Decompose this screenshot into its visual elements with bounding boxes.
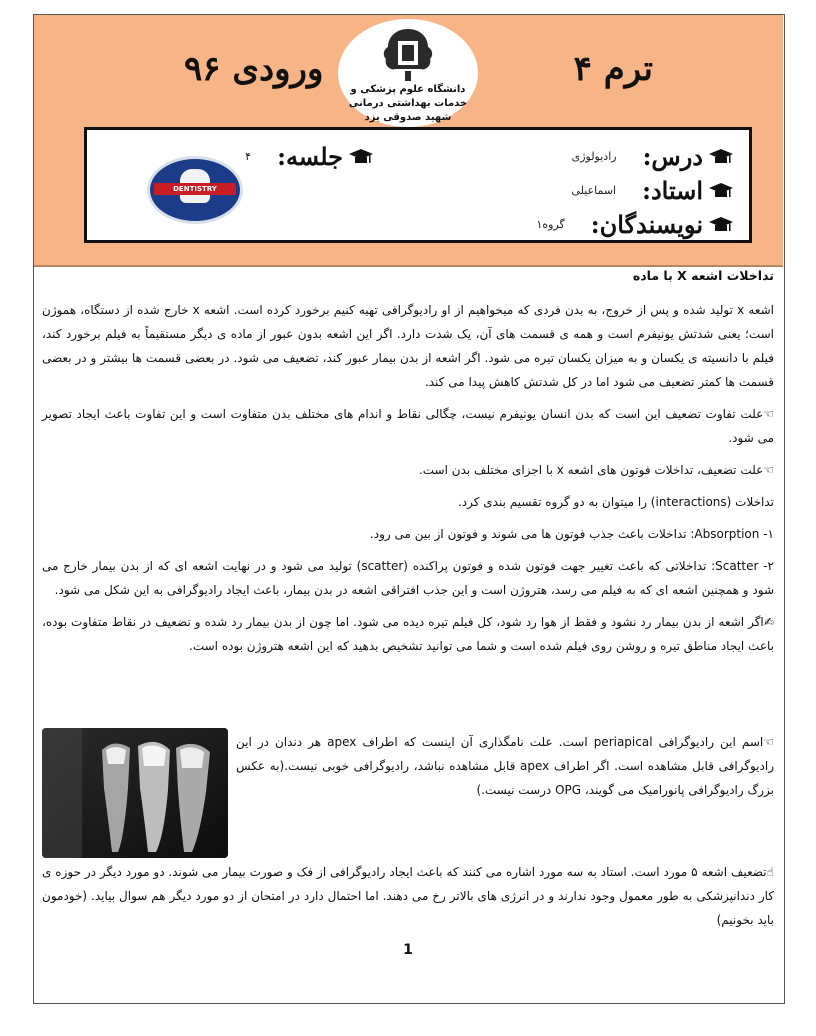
paragraph: ☜علت تضعیف، تداخلات فوتون های اشعه x با اجزای مختلف بدن است. xyxy=(418,463,774,477)
authors-value: گروه۱ xyxy=(536,218,565,231)
grad-cap-icon xyxy=(709,217,733,233)
course-row xyxy=(572,142,733,171)
course-info-box xyxy=(84,127,752,243)
paragraph: ☜علت تفاوت تضعیف این است که بدن انسان یونیفرم نیست، چگالی نقاط و اندام های مختلف بدن متفاوت است و این تفاوت باعث ایجاد تصویر می شود. xyxy=(42,407,774,445)
attenuation-note: ☝تضعیف اشعه ۵ مورد است. استاد به سه مورد اشاره می کنند که باعث ایجاد رادیوگرافی از فک و صورت بیمار می شوند. دو مورد دیگر در حوزه ی کار دندانپزشکی به طور معمول وجود ندارند و در انرژی های بالاتر رخ می دهند. اما احتمال دارد در امتحان از دو مورد دیگر هم سوال بیاید. (خودمون باید بخونیم) xyxy=(42,865,775,927)
xray-teeth-illustration xyxy=(42,728,228,858)
teacher-label: استاد: xyxy=(642,176,703,205)
paragraph: ۱- Absorption: تداخلات باعث جذب فوتون ها می شوند و فوتون از بین می رود. xyxy=(369,527,774,541)
session-label: جلسه: xyxy=(277,142,343,171)
authors-row xyxy=(536,210,733,239)
session-value: ۴ xyxy=(245,150,252,163)
authors-label: نویسندگان: xyxy=(590,210,703,239)
paragraph: اشعه x تولید شده و پس از خروج، به بدن فردی که میخواهیم از او رادیوگرافی تهیه کنیم برخورد کرده است. اشعه x خارج شده از دستگاه، هموژن است؛ یعنی شدتش یونیفرم است و همه ی قسمت های آن، یک شدت دارد. اگر این اشعه بدون عبور از ماده ی دیگر مستقیماً به فیلم برخورد کند، فیلم با دانسیته ی یکسان و به میزان یکسان تیره می شود. اگر اشعه از بدن بیمار عبور کند، تضعیف می شود. در بعضی قسمت ها بیشتر و در بعضی قسمت ها کمتر تضعیف می شود اما در کل شدتش کاهش پیدا می کند. xyxy=(42,303,774,389)
paragraph: تداخلات (interactions) را میتوان به دو گروه تقسیم بندی کرد. xyxy=(457,495,774,509)
term-number: ترم ۴ xyxy=(573,49,653,89)
entry-year: ورودی ۹۶ xyxy=(184,49,324,89)
course-label: درس: xyxy=(642,142,703,171)
university-logo-icon xyxy=(376,27,440,83)
dentistry-badge xyxy=(147,156,243,224)
header-banner xyxy=(34,15,783,267)
periapical-xray-image xyxy=(42,728,228,858)
document-body xyxy=(42,264,774,666)
grad-cap-icon xyxy=(709,183,733,199)
teacher-value: اسماعیلی xyxy=(571,184,617,197)
grad-cap-icon xyxy=(349,149,373,165)
page-number: 1 xyxy=(403,942,413,958)
teacher-row xyxy=(571,176,733,205)
session-row xyxy=(245,142,373,171)
section-title: تداخلات اشعه X با ماده xyxy=(632,268,774,283)
course-value: رادیولوژی xyxy=(571,150,617,163)
paragraph: ✍اگر اشعه از بدن بیمار رد نشود و فقط از هوا رد شود، کل فیلم تیره دیده می شود. اما چون از بدن بیمار رد شده و تضعیف در نقاط متفاوت بوده، باعث ایجاد مناطق تیره و روشن روی فیلم شده است و شما می توانید تشخیص بدهید که این اشعه هتروژن بوده است. xyxy=(42,615,774,653)
university-emblem xyxy=(338,19,478,127)
paragraph: ۲- Scatter: تداخلاتی که باعث تغییر جهت فوتون شده و فوتون پراکنده (scatter) تولید می شود و در نهایت اشعه ای که از بدن بیمار خارج می شود و همچنین اشعه ای که به فیلم می رسد، هتروژن است و این جذب افتراقی اشعه در بدن بیمار، باعث ایجاد رادیوگرافی به این شکل می شود. xyxy=(42,559,774,597)
university-name: دانشگاه علوم پزشکی و خدمات بهداشتی درمانی شهید صدوقی یزد xyxy=(348,84,468,123)
grad-cap-icon xyxy=(709,149,733,165)
periapical-note: ☜اسم این رادیوگرافی periapical است. علت نامگذاری آن اینست که اطراف apex هر دندان در این رادیوگرافی قابل مشاهده است. اگر اطراف apex قابل مشاهده نباشد، رادیوگرافی خوبی نیست.(به عکس بزرگ رادیوگرافی پانورامیک می گویند، OPG درست نیست.) xyxy=(236,735,774,797)
badge-ribbon: DENTISTRY xyxy=(154,183,236,195)
